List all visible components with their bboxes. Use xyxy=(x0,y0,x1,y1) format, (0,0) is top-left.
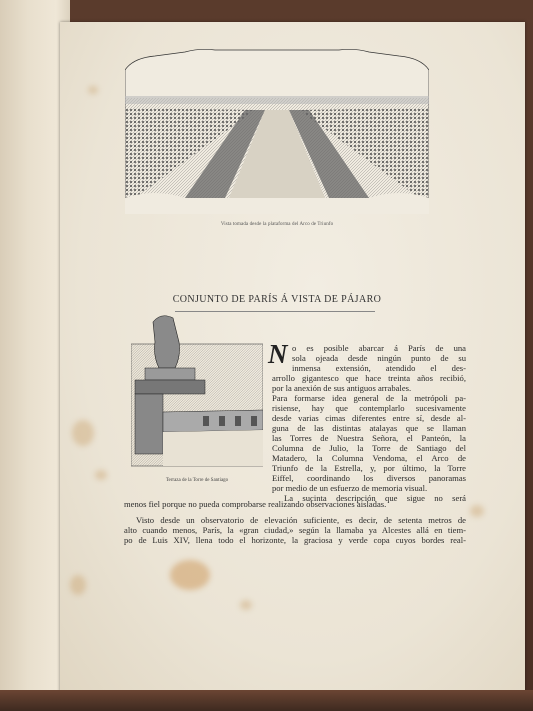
foxing-stain xyxy=(70,575,86,595)
text-line: desde varias cimas diferentes entre sí, desde al- xyxy=(272,413,466,423)
text-line: menos fiel porque no pueda comprobarse realizando observaciones aisladas. xyxy=(124,499,387,509)
text-line: Para formarse idea general de la metrópoli pa- xyxy=(272,393,466,403)
drop-cap: N xyxy=(268,339,288,369)
text-line: por medio de un esfuerzo de memoria visual. xyxy=(272,483,428,493)
text-line: arrollo gigantesco que hace treinta años recibió, xyxy=(272,373,466,383)
text-line: Eiffel, coordinando los diversos panoramas xyxy=(272,473,466,483)
text-line: Visto desde un observatorio de elevación suficiente, es decir, de setenta metros de xyxy=(136,515,466,525)
text-line: inmensa extensión, atendido el des- xyxy=(292,363,466,373)
foxing-stain xyxy=(170,560,210,590)
text-line: sola ojeada desde ningún punto de su xyxy=(292,353,466,363)
text-line: o es posible abarcar á París de una xyxy=(292,343,466,353)
text-line: Matadero, la Columna Vendoma, el Arco de xyxy=(272,453,466,463)
text-line: po de Luis XIV, llena todo el horizonte, la graciosa y verde copa cuyos bordes real- xyxy=(124,535,466,545)
text-line: risiense, hay que contemplarlo sucesivamente xyxy=(272,403,466,413)
tower-terrace-engraving xyxy=(131,312,263,473)
foxing-stain xyxy=(95,470,107,480)
text-line: las Torres de Nuestra Señora, el Panteón, la xyxy=(272,433,466,443)
section-heading: CONJUNTO DE PARÍS Á VISTA DE PÁJARO xyxy=(172,294,382,305)
book-cover-edge xyxy=(0,690,533,711)
paris-avenue-engraving xyxy=(125,48,429,214)
foxing-stain xyxy=(240,600,252,610)
text-line: por la anexión de sus antiguos arrabales. xyxy=(272,383,412,393)
top-figure-caption: Vista tomada desde la plataforma del Arco de Triunfo xyxy=(220,222,334,227)
foxing-stain xyxy=(72,420,94,446)
foxing-stain xyxy=(470,505,484,517)
text-line: Columna de Julio, la Torre de Santiago del xyxy=(272,443,466,453)
foxing-stain xyxy=(88,86,98,94)
text-line: guna de las distintas atalayas que se llaman xyxy=(272,423,466,433)
text-line: Triunfo de la Estrella, y, por último, la Torre xyxy=(272,463,466,473)
small-figure-caption: Terraza de la Torre de Santiago xyxy=(165,478,229,483)
text-line: La sucinta descripción que sigue no será xyxy=(284,493,466,503)
text-line: alto cuando menos, París, la «gran ciudad,» según la llamaba ya Alcestes allá en tiem- xyxy=(124,525,466,535)
